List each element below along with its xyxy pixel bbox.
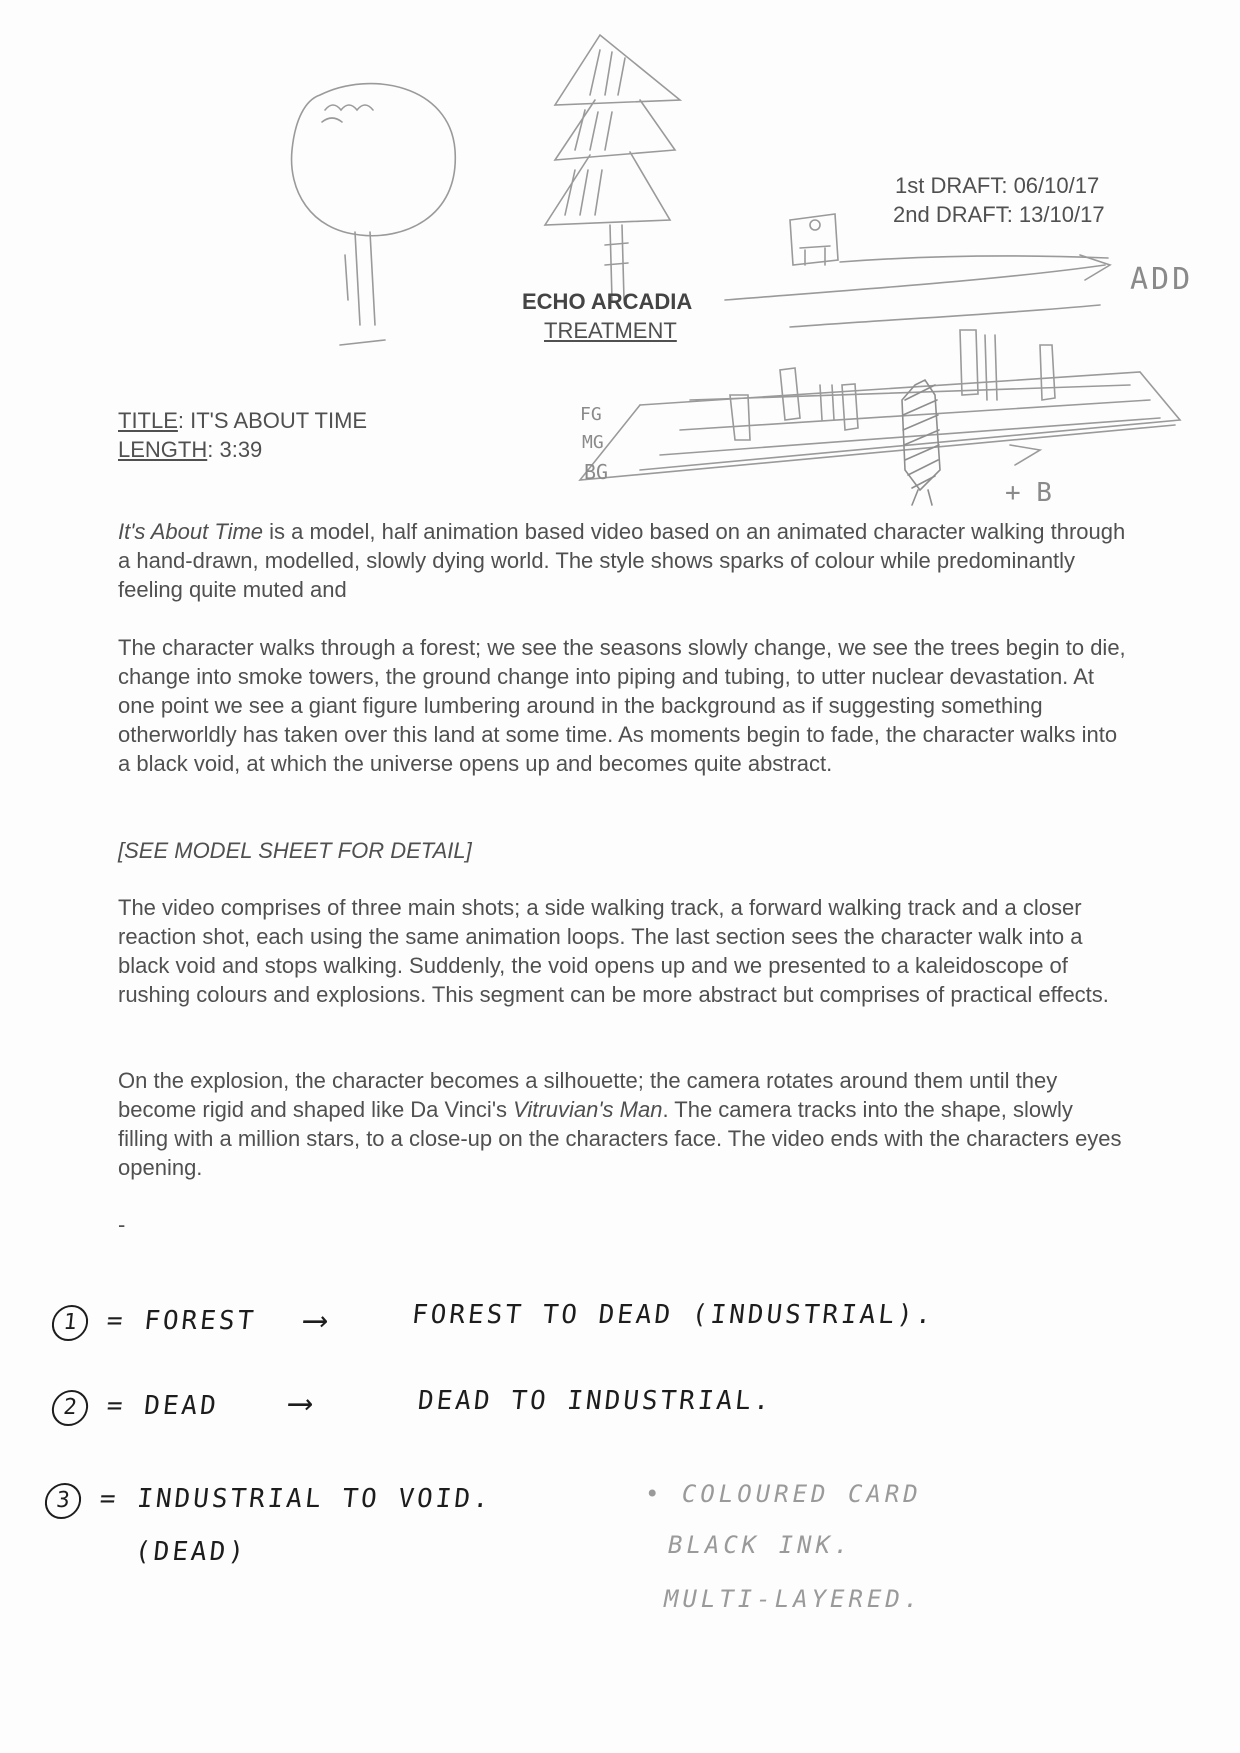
paragraph-intro-text: is a model, half animation based video based on an animated character walking through a hand-drawn, modelled, slowly dying world. The style shows sparks of colour while predominantly feeling quite muted and [118, 519, 1126, 602]
add-arrow-lines [725, 255, 1110, 327]
materials-line-2: BLACK INK. [668, 1531, 853, 1559]
paragraph-shots-text: The video comprises of three main shots; a side walking track, a forward walking track and a closer reaction shot, each using the same animation loops. The last section sees the character walk into a black void and stops walking. Suddenly, the void opens up and we presented to a kaleidoscope of rushing colours and explosions. This segment can be more abstract but comprises of practical effects. [118, 895, 1109, 1007]
note-1-arrow: ⟶ [302, 1300, 331, 1340]
film-title-italic: It's About Time [118, 519, 264, 544]
document-type: TREATMENT [544, 318, 677, 343]
length-value: : 3:39 [207, 437, 263, 462]
trailing-dash: - [118, 1212, 126, 1237]
paragraph-ending [118, 1066, 1128, 1182]
note-2-number: 2 [50, 1390, 90, 1426]
note-3-number: 3 [43, 1483, 83, 1519]
title-line [118, 406, 367, 435]
first-draft-date: 1st DRAFT: 06/10/17 [895, 173, 1100, 198]
title-value: : IT'S ABOUT TIME [177, 408, 368, 433]
note-3-text: = INDUSTRIAL TO VOID. [98, 1484, 494, 1514]
note-2-result: DEAD TO INDUSTRIAL. [416, 1386, 774, 1416]
note-1-result: FOREST TO DEAD (INDUSTRIAL). [410, 1300, 936, 1330]
project-name: ECHO ARCADIA [522, 289, 693, 314]
length-label: LENGTH [118, 437, 208, 462]
landscape-platform-sketch [580, 330, 1180, 480]
note-3-sub: (DEAD) [133, 1537, 249, 1567]
add-note: ADD [1130, 262, 1194, 297]
note-1-number: 1 [50, 1305, 90, 1341]
title-label: TITLE [118, 408, 178, 433]
model-sheet-note: [SEE MODEL SHEET FOR DETAIL] [118, 838, 472, 863]
mg-note: MG [582, 432, 604, 453]
paragraph-story-text: The character walks through a forest; we see the seasons slowly change, we see the trees begin to die, change into smoke towers, the ground change into piping and tubing, to utter nuclear devastation. At one point we see a giant figure lumbering around in the background as if suggesting something otherworldly has taken over this land at some time. As moments begin to fade, the character walks into a black void, at which the universe opens up and becomes quite abstract. [118, 635, 1126, 776]
vitruvian-italic: Vitruvian's Man [513, 1097, 663, 1122]
note-1 [50, 1305, 258, 1341]
paragraph-ending-text-b: . The camera tracks into the shape, slowly filling with a million stars, to a close-up on the characters face. The video ends with the characters eyes opening. [118, 1097, 1122, 1180]
paragraph-shots [118, 893, 1128, 1009]
paragraph-story [118, 633, 1128, 778]
small-sign-sketch [790, 214, 838, 265]
round-tree-sketch [292, 84, 456, 345]
note-2-text: = DEAD [105, 1391, 221, 1421]
paragraph-intro [118, 517, 1128, 604]
b-note: + B [1005, 478, 1052, 508]
length-line [118, 435, 262, 464]
note-2 [50, 1390, 220, 1426]
paragraph-ending-text-a: On the explosion, the character becomes a silhouette; the camera rotates around them until they become rigid and shaped like Da Vinci's [118, 1068, 1058, 1122]
note-2-arrow: ⟶ [287, 1383, 316, 1423]
second-draft-date: 2nd DRAFT: 13/10/17 [893, 202, 1105, 227]
pine-tree-sketch [545, 35, 680, 300]
bg-note: BG [584, 460, 609, 484]
materials-line-3: MULTI-LAYERED. [664, 1585, 923, 1613]
materials-line-1: • COLOURED CARD [645, 1480, 922, 1508]
note-1-text: = FOREST [105, 1306, 258, 1336]
fg-note: FG [580, 404, 602, 425]
note-3 [43, 1483, 493, 1519]
